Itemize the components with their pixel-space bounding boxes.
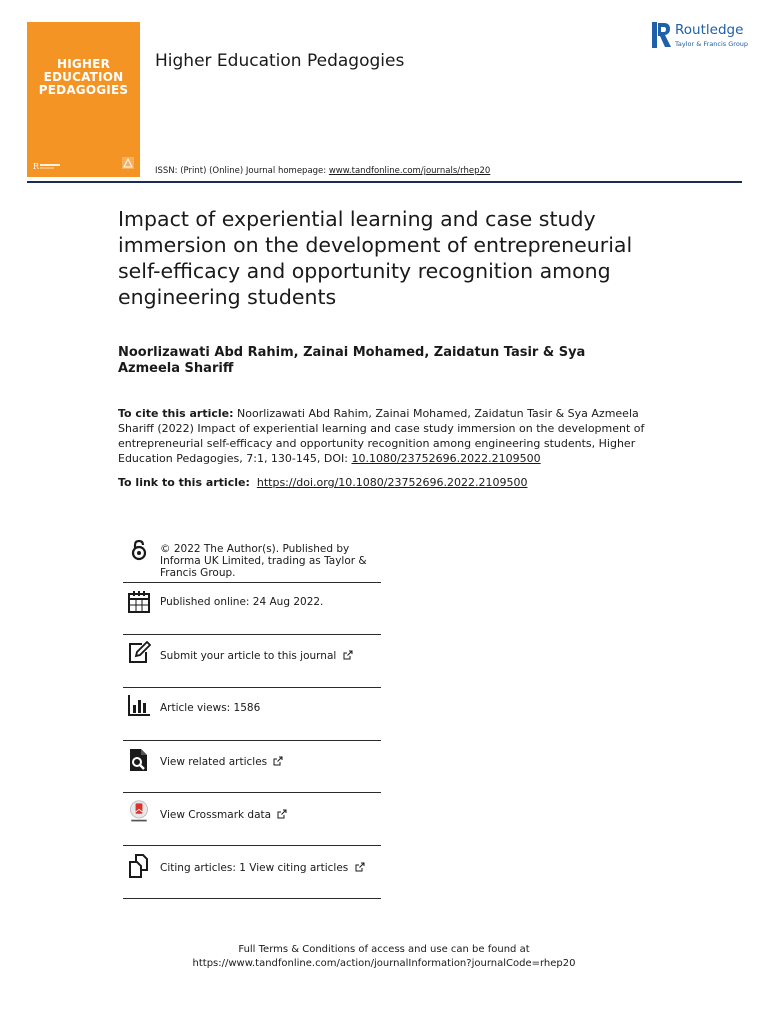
- citation-text: Noorlizawati Abd Rahim, Zainai Mohamed, Zaidatun Tasir & Sya Azmeela Shariff (2022) Impact of experiential learning and case study immersion on the development of entrepreneurial self-efficacy and opportunity recognition among engineering students, Higher Education Pedagogies, 7:1, 130-145, DOI:: [118, 407, 645, 465]
- published-date: Published online: 24 Aug 2022.: [160, 596, 324, 608]
- crossmark-row[interactable]: [123, 793, 381, 846]
- article-title: Impact of experiential learning and case study immersion on the development of entrepreneurial self-efficacy and opportunity recognition among engineering students: [118, 207, 633, 309]
- cover-title: HIGHER EDUCATION PEDAGOGIES: [38, 57, 129, 97]
- external-link-icon: [355, 862, 365, 872]
- publisher-tagline: Taylor & Francis Group: [675, 40, 749, 48]
- citing-articles-label: Citing articles: 1 View citing articles: [160, 862, 349, 874]
- citation-doi-link[interactable]: 10.1080/23752696.2022.2109500: [351, 452, 541, 465]
- views-row: [123, 688, 381, 741]
- submit-article-label: Submit your article to this journal: [160, 650, 337, 662]
- journal-cover: [27, 22, 140, 177]
- journal-name: Higher Education Pedagogies: [155, 51, 405, 71]
- open-access-icon: [127, 538, 151, 562]
- citing-documents-icon: [127, 854, 151, 878]
- issn-line: [155, 166, 490, 176]
- article-link-line: [118, 476, 527, 489]
- footer-terms-url[interactable]: https://www.tandfonline.com/action/journalInformation?journalCode=rhep20: [192, 958, 576, 969]
- crossmark-link[interactable]: [160, 809, 382, 821]
- citing-row[interactable]: [123, 846, 381, 899]
- svg-text:R: R: [33, 162, 40, 171]
- submit-article-link[interactable]: [160, 650, 382, 662]
- cover-publisher-logo-icon: [33, 161, 79, 171]
- article-doi-link[interactable]: https://doi.org/10.1080/23752696.2022.2109500: [256, 476, 528, 489]
- publisher-name: Routledge: [675, 22, 744, 38]
- citation-label: To cite this article:: [118, 407, 234, 420]
- edit-icon: [127, 641, 151, 665]
- citing-articles-link[interactable]: [160, 862, 382, 874]
- publisher-logo: [652, 22, 752, 52]
- external-link-icon: [273, 756, 283, 766]
- related-row[interactable]: [123, 741, 381, 793]
- link-label: To link to this article:: [118, 476, 250, 489]
- license-text: © 2022 The Author(s). Published by Informa UK Limited, trading as Taylor & Francis Group.: [160, 543, 367, 579]
- header-divider: [27, 181, 742, 183]
- bar-chart-icon: [127, 693, 151, 717]
- published-row: [123, 583, 381, 635]
- citation: [118, 406, 663, 466]
- related-articles-link[interactable]: [160, 756, 382, 768]
- routledge-logo-icon: [652, 22, 672, 48]
- journal-homepage-link[interactable]: www.tandfonline.com/journals/rhep20: [328, 166, 491, 176]
- cover-open-access-icon: [122, 157, 134, 169]
- external-link-icon: [277, 809, 287, 819]
- crossmark-icon: [127, 800, 151, 824]
- footer-terms-text: Full Terms & Conditions of access and use can be found at: [238, 944, 530, 955]
- search-document-icon: [127, 748, 151, 772]
- authors: Noorlizawati Abd Rahim, Zainai Mohamed, Zaidatun Tasir & Sya Azmeela Shariff: [118, 345, 586, 376]
- related-articles-label: View related articles: [160, 756, 268, 768]
- external-link-icon: [343, 650, 353, 660]
- footer: [0, 943, 768, 971]
- issn-prefix: ISSN: (Print) (Online) Journal homepage:: [155, 166, 327, 176]
- submit-row[interactable]: [123, 635, 381, 688]
- crossmark-label: View Crossmark data: [160, 809, 272, 821]
- calendar-icon: [127, 590, 151, 614]
- license-row: [123, 536, 381, 583]
- article-views: Article views: 1586: [160, 702, 261, 714]
